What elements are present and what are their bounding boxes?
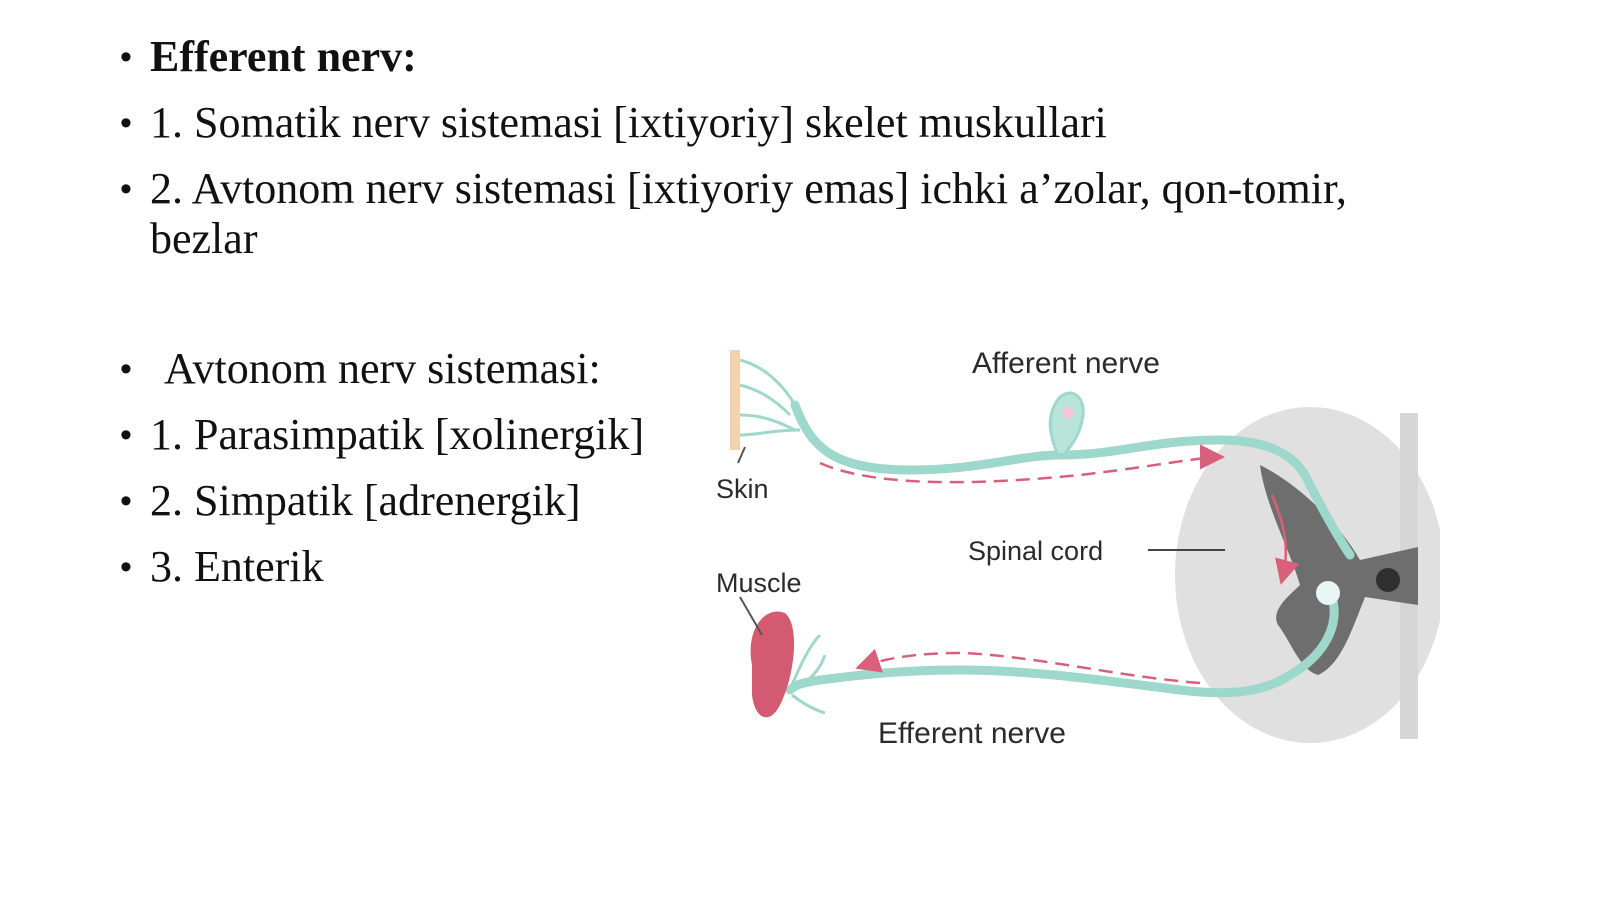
afferent-nerve-label: Afferent nerve [972, 347, 1160, 380]
bullet-icon: • [120, 170, 132, 208]
central-canal [1376, 568, 1400, 592]
list-item [120, 542, 720, 592]
list-item [120, 410, 720, 460]
list-item-text: 1. Parasimpatik [xolinergik] [150, 410, 645, 459]
bullet-icon: • [120, 548, 132, 586]
list-item-text: 1. Somatik nerv sistemasi [ixtiyoriy] skelet muskullari [150, 98, 1107, 147]
reflex-arc-diagram [700, 335, 1440, 770]
ganglion-nucleus [1062, 407, 1074, 419]
list-item [120, 98, 1440, 148]
section-heading: Avtonom nerv sistemasi: [164, 344, 601, 393]
skin-label: Skin [716, 474, 769, 504]
list-item [120, 476, 720, 526]
dorsal-root-ganglion [1050, 393, 1083, 453]
motor-neuron [1316, 581, 1340, 605]
bullet-icon: • [120, 416, 132, 454]
skin [730, 350, 800, 463]
section-heading: Efferent nerv: [150, 32, 417, 81]
spinal-cord-label: Spinal cord [968, 536, 1104, 566]
reflex-arc-svg [700, 335, 1440, 770]
list-item [120, 164, 1440, 264]
bullet-icon: • [120, 482, 132, 520]
autonomic-list [120, 344, 720, 608]
list-item-heading [120, 344, 720, 394]
list-item-heading [120, 32, 1440, 82]
efferent-nerve-label: Efferent nerve [878, 717, 1066, 750]
bullet-icon: • [120, 350, 132, 388]
muscle [740, 597, 825, 717]
muscle-label: Muscle [716, 568, 802, 598]
bullet-icon: • [120, 38, 132, 76]
list-item-text: 2. Avtonom nerv sistemasi [ixtiyoriy emas] ichki a’zolar, qon-tomir, bezlar [150, 164, 1347, 263]
bullet-icon: • [120, 104, 132, 142]
efferent-list [120, 32, 1440, 280]
list-item-text: 2. Simpatik [adrenergik] [150, 476, 581, 525]
list-item-text: 3. Enterik [150, 542, 324, 591]
